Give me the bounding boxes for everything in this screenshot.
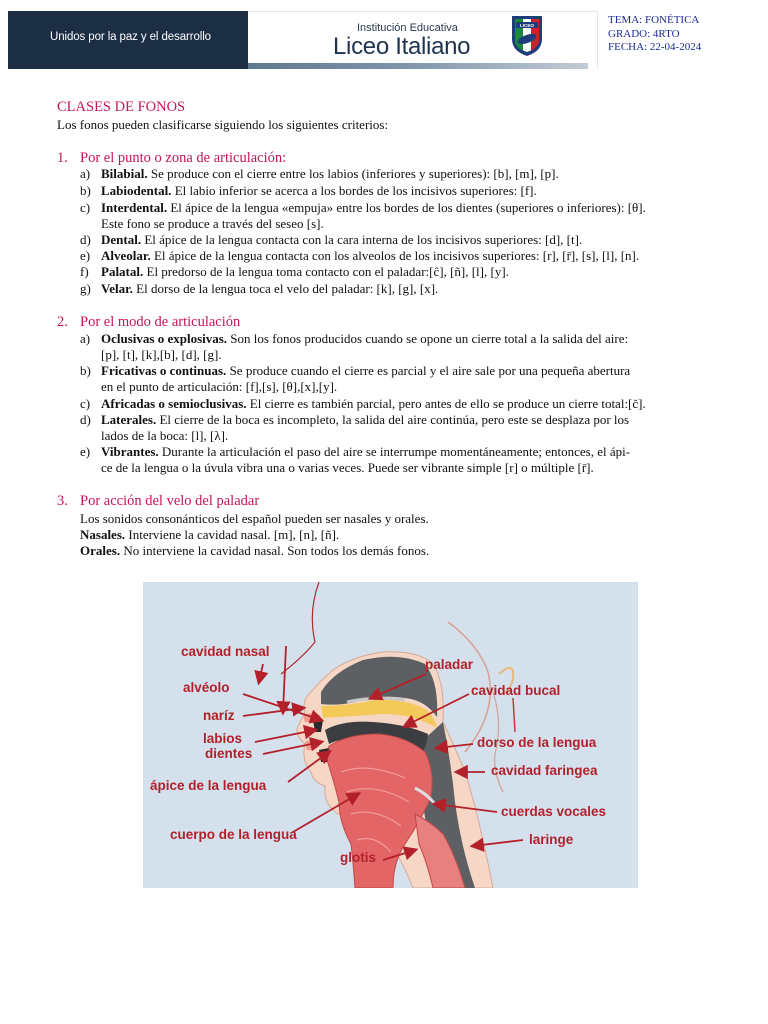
list-letter: a) (80, 166, 91, 181)
item-term: Laterales. (101, 412, 157, 427)
item-term: Interdental. (101, 200, 168, 215)
list-letter: c) (80, 200, 91, 215)
item-continuation: en el punto de articulación: [f],[s], [θ],[x],[y]. (101, 379, 338, 394)
list-letter: c) (80, 396, 91, 411)
institution-label: Institución Educativa (357, 22, 458, 34)
item-term: Africadas o semioclusivas. (101, 396, 247, 411)
list-item (101, 200, 646, 216)
item-text: Se produce cuando el cierre es parcial y el aire sale por una pequeña abertura (226, 363, 631, 378)
item-text: El ápice de la lengua contacta con la cara interna de los incisivos superiores: [d], [t]. (141, 232, 583, 247)
item-text: El dorso de la lengua toca el velo del paladar: [k], [g], [x]. (132, 281, 439, 296)
list-letter: e) (80, 248, 91, 263)
item-text: El cierre es también parcial, pero antes de ello se produce un cierre total:[č]. (246, 396, 646, 411)
list-letter: b) (80, 363, 91, 378)
list-item (101, 412, 629, 428)
item-term: Alveolar. (101, 248, 151, 263)
item-term: Labiodental. (101, 183, 172, 198)
list-item (101, 444, 630, 460)
label-nariz: naríz (203, 708, 235, 723)
page-title: CLASES DE FONOS (57, 99, 186, 115)
item-text: El ápice de la lengua «empuja» entre los bordes de los dientes (superiores o inferiores): [θ]. (167, 200, 646, 215)
item-text: El predorso de la lengua toma contacto con el paladar:[ĉ], [ñ], [l], [y]. (143, 264, 509, 279)
section-3-number: 3. (57, 493, 68, 509)
meta-grado: GRADO: 4RTO (608, 27, 680, 40)
school-name: Liceo Italiano (333, 33, 471, 60)
section-2-heading: Por el modo de articulación (80, 314, 241, 330)
meta-tema: TEMA: FONÉTICA (608, 14, 700, 26)
item-term: Palatal. (101, 264, 144, 279)
item-continuation: Este fono se produce a través del seseo [s]. (101, 216, 324, 231)
label-dientes: dientes (205, 746, 253, 761)
label-cavidad-nasal: cavidad nasal (181, 644, 270, 659)
label-glotis: glotis (340, 850, 376, 865)
vocal-tract-diagram (143, 582, 638, 888)
list-letter: a) (80, 331, 91, 346)
list-item (101, 331, 628, 347)
item-term: Vibrantes. (101, 444, 159, 459)
intro-text: Los fonos pueden clasificarse siguiendo los siguientes criterios: (57, 117, 389, 132)
label-apice-lengua: ápice de la lengua (150, 778, 267, 793)
list-item (101, 232, 582, 248)
item-text: Se produce con el cierre entre los labios (inferiores y superiores): [b], [m], [p]. (147, 166, 559, 181)
list-letter: f) (80, 264, 89, 279)
item-term: Dental. (101, 232, 142, 247)
item-text: El cierre de la boca es incompleto, la salida del aire continúa, pero este se desplaza por los (156, 412, 630, 427)
line-term: Orales. (80, 543, 121, 558)
label-paladar: paladar (425, 657, 474, 672)
label-alveolo: alvéolo (183, 680, 230, 695)
list-item (101, 166, 559, 182)
line-text: No interviene la cavidad nasal. Son todos los demás fonos. (120, 543, 430, 558)
item-continuation: ce de la lengua o la úvula vibra una o varias veces. Puede ser vibrante simple [r] o múltiple [r̄]. (101, 460, 594, 475)
list-letter: b) (80, 183, 91, 198)
label-dorso-lengua: dorso de la lengua (477, 735, 597, 750)
section-1-heading: Por el punto o zona de articulación: (80, 150, 287, 166)
section-3-line (80, 527, 339, 543)
section-3-heading: Por acción del velo del paladar (80, 493, 260, 509)
item-text: Son los fonos producidos cuando se opone un cierre total a la salida del aire: (227, 331, 629, 346)
label-cuerpo-lengua: cuerpo de la lengua (170, 827, 297, 842)
item-text: El labio inferior se acerca a los bordes de los incisivos superiores: [f]. (171, 183, 537, 198)
school-crest-icon (510, 13, 544, 57)
label-cavidad-bucal: cavidad bucal (471, 683, 561, 698)
item-continuation: lados de la boca: [l], [λ]. (101, 428, 229, 443)
list-letter: e) (80, 444, 91, 459)
list-letter: d) (80, 232, 91, 247)
item-term: Bilabial. (101, 166, 148, 181)
school-slogan: Unidos por la paz y el desarrollo (50, 31, 211, 43)
section-3-line (80, 511, 429, 527)
item-term: Oclusivas o explosivas. (101, 331, 228, 346)
label-labios: labios (203, 731, 243, 746)
header-stripe (248, 63, 588, 69)
item-term: Fricativas o continuas. (101, 363, 227, 378)
meta-fecha: FECHA: 22-04-2024 (608, 41, 702, 53)
label-cavidad-faringea: cavidad faringea (491, 763, 598, 778)
list-item (101, 281, 438, 297)
list-item (101, 396, 646, 412)
list-item (101, 248, 639, 264)
list-item (101, 183, 537, 199)
label-cuerdas-vocales: cuerdas vocales (501, 804, 607, 819)
item-term: Velar. (101, 281, 133, 296)
line-text: Los sonidos consonánticos del español pueden ser nasales y orales. (80, 511, 429, 526)
list-letter: d) (80, 412, 91, 427)
section-1-number: 1. (57, 150, 68, 166)
label-laringe: laringe (529, 832, 574, 847)
document-meta (608, 14, 701, 55)
list-item (101, 264, 509, 280)
item-text: El ápice de la lengua contacta con los alveolos de los incisivos superiores: [r], [r̄], [s], [l], [n]. (150, 248, 640, 263)
line-term: Nasales. (80, 527, 126, 542)
line-text: Interviene la cavidad nasal. [m], [n], [ñ]. (125, 527, 340, 542)
list-letter: g) (80, 281, 91, 296)
section-2-number: 2. (57, 314, 68, 330)
list-item (101, 363, 630, 379)
crest-lettering: LICEO (519, 23, 535, 28)
section-3-line (80, 543, 429, 559)
item-continuation: [p], [t], [k],[b], [d], [g]. (101, 347, 222, 362)
item-text: Durante la articulación el paso del aire se interrumpe momentáneamente; entonces, el ápi- (158, 444, 631, 459)
